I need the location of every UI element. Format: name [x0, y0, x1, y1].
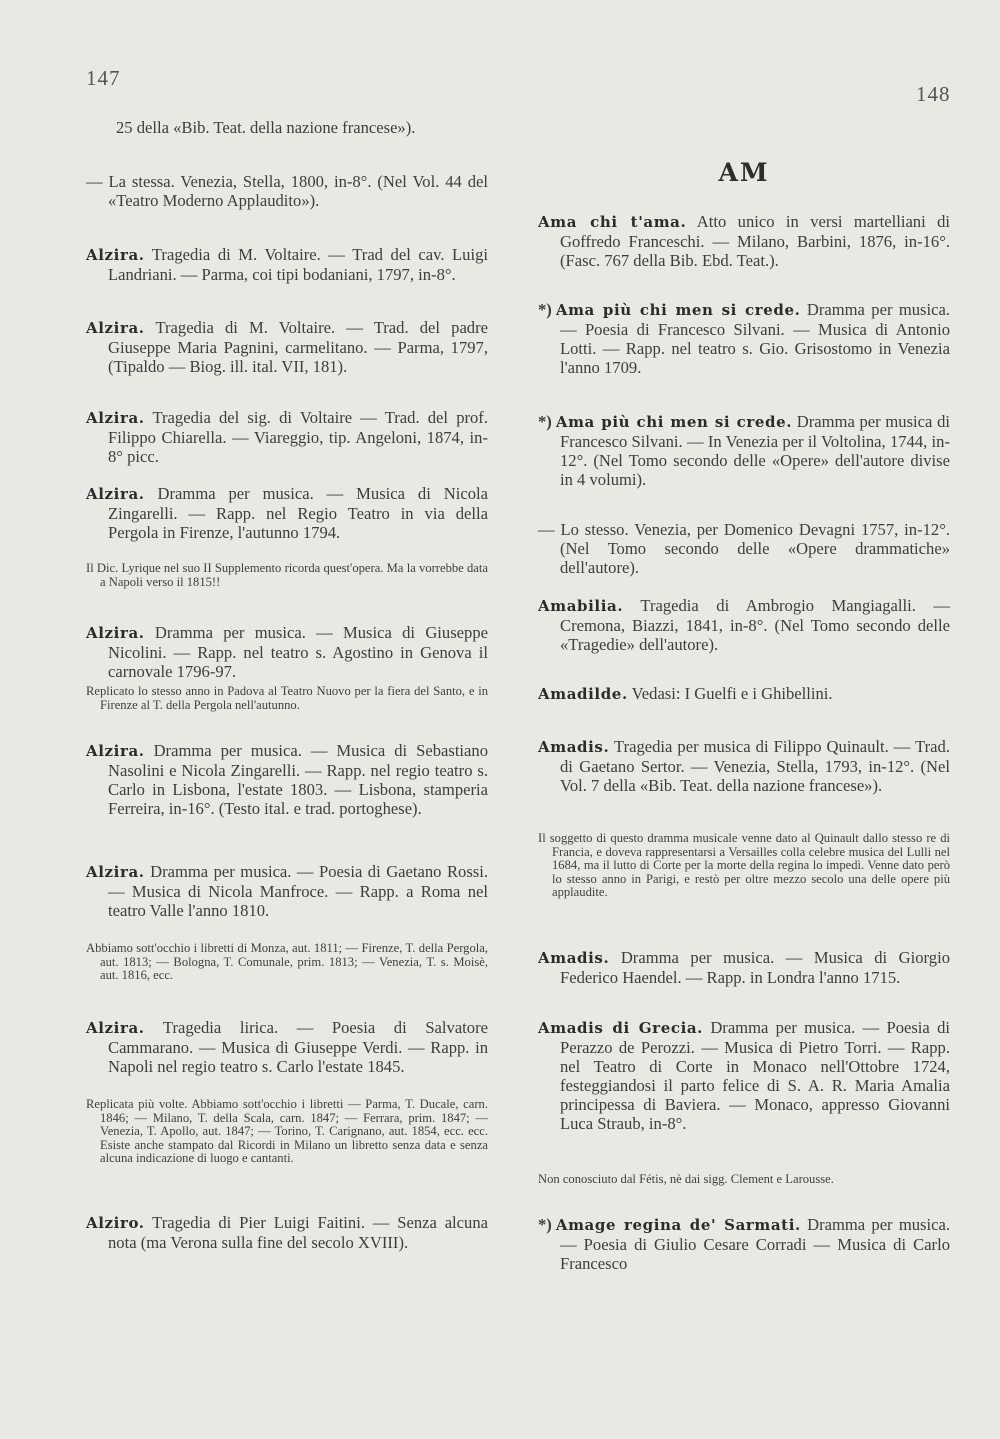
entry-headword: Amabilia. [538, 597, 624, 615]
dictionary-entry [538, 684, 950, 704]
entry-headword: Ama più chi men si crede. [555, 413, 793, 431]
entry-text: Dramma per musica. — Poesia di Perazzo de Perozzi. — Musica di Pietro Torri. — Rapp. nel Teatro di Corte in Monaco nell'Ottobre 1724, festeggiandosi il parto felice di S. A. R. Maria Amalia principessa di Baviera. — Monaco, appresso Giovanni Luca Straub, in-8°. [560, 1018, 950, 1133]
entry-text: Dramma per musica. — Poesia di Francesco Silvani. — Musica di Antonio Lotti. — Rapp. nel teatro s. Gio. Grisostomo in Venezia l'anno 1709. [560, 300, 950, 377]
entry-headword: Alzira. [86, 624, 145, 642]
entry-text: 25 della «Bib. Teat. della nazione francese»). [116, 118, 416, 137]
entry-headword: Amadis di Grecia. [538, 1019, 704, 1037]
dictionary-entry [538, 300, 950, 377]
footnote: Replicato lo stesso anno in Padova al Teatro Nuovo per la fiera del Santo, e in Firenze al T. della Pergola nell'autunno. [86, 684, 488, 712]
entry-text: Dramma per musica. — Musica di Giorgio Federico Haendel. — Rapp. in Londra l'anno 1715. [560, 948, 950, 987]
entry-text: Dramma per musica. — Musica di Sebastiano Nasolini e Nicola Zingarelli. — Rapp. nel regio teatro s. Carlo in Lisbona, l'estate 1803. — Lisbona, stamperia Ferreira, in-16°. (Testo ital. e trad. portoghese). [108, 741, 488, 818]
entry-headword: Amadis. [538, 738, 610, 756]
dictionary-entry [86, 484, 488, 542]
dictionary-entry [538, 212, 950, 270]
page-number-left: 147 [86, 66, 121, 90]
entry-headword: Alzira. [86, 319, 145, 337]
entry-text: Tragedia di M. Voltaire. — Trad del cav. Luigi Landriani. — Parma, coi tipi bodaniani, 1797, in-8°. [108, 245, 488, 284]
entry-text: Dramma per musica. — Musica di Giuseppe Nicolini. — Rapp. nel teatro s. Agostino in Genova il carnovale 1796-97. [108, 623, 488, 681]
entry-text: Tragedia di Ambrogio Mangiagalli. — Cremona, Biazzi, 1841, in-8°. (Nel Tomo secondo delle «Tragedie» dell'autore). [560, 596, 950, 654]
dictionary-entry [86, 318, 488, 376]
entry-star-mark: *) [538, 300, 552, 319]
entry-star-mark: *) [538, 1215, 552, 1234]
dictionary-entry [86, 862, 488, 920]
entry-text: Tragedia del sig. di Voltaire — Trad. del prof. Filippo Chiarella. — Viareggio, tip. Angeloni, 1874, in-8° picc. [108, 408, 488, 466]
dictionary-entry [86, 245, 488, 284]
entry-headword: Alzira. [86, 1019, 145, 1037]
dictionary-entry [86, 408, 488, 466]
entry-text: Tragedia lirica. — Poesia di Salvatore Cammarano. — Musica di Giuseppe Verdi. — Rapp. in Napoli nel regio teatro s. Carlo l'estate 1845. [108, 1018, 488, 1076]
section-heading: AM [718, 158, 770, 187]
dictionary-entry [538, 596, 950, 654]
entry-star-mark: *) [538, 412, 552, 431]
footnote: Il Dic. Lyrique nel suo II Supplemento ricorda quest'opera. Ma la vorrebbe data a Napoli verso il 1815!! [86, 561, 488, 589]
entry-headword: Alzira. [86, 742, 145, 760]
entry-text: Dramma per musica. — Poesia di Giulio Cesare Corradi — Musica di Carlo Francesco [560, 1215, 950, 1273]
entry-text: Dramma per musica. — Poesia di Gaetano Rossi. — Musica di Nicola Manfroce. — Rapp. a Roma nel teatro Valle l'anno 1810. [108, 862, 488, 920]
entry-text: Tragedia di M. Voltaire. — Trad. del padre Giuseppe Maria Pagnini, carmelitano. — Parma, 1797, (Tipaldo — Biog. ill. ital. VII, 181). [108, 318, 488, 376]
entry-headword: Alzira. [86, 485, 145, 503]
entry-text: Tragedia per musica di Filippo Quinault. — Trad. di Gaetano Sertor. — Venezia, Stella, 1793, in-12°. (Nel Vol. 7 della «Bib. Teat. della nazione francese»). [560, 737, 950, 795]
entry-headword: Alzira. [86, 409, 145, 427]
dictionary-entry [86, 118, 488, 137]
entry-text: Dramma per musica. — Musica di Nicola Zingarelli. — Rapp. nel Regio Teatro in via della Pergola in Firenze, l'autunno 1794. [108, 484, 488, 542]
entry-text: — Lo stesso. Venezia, per Domenico Devagni 1757, in-12°. (Nel Tomo secondo delle «Opere drammatiche» dell'autore). [538, 520, 950, 577]
entry-headword: Alzira. [86, 863, 145, 881]
dictionary-entry [86, 1018, 488, 1076]
entry-text: — La stessa. Venezia, Stella, 1800, in-8°. (Nel Vol. 44 del «Teatro Moderno Applaudito»). [86, 172, 488, 210]
dictionary-entry [538, 737, 950, 795]
dictionary-entry [86, 623, 488, 681]
dictionary-entry [538, 1018, 950, 1133]
entry-text: Atto unico in versi martelliani di Goffredo Franceschi. — Milano, Barbini, 1876, in-16°. (Fasc. 767 della Bib. Ebd. Teat.). [560, 212, 950, 270]
footnote: Il soggetto di questo dramma musicale venne dato al Quinault dallo stesso re di Francia, e doveva rappresentarsi a Versailles colla celebre musica del Lulli nel 1684, ma il lutto di Corte per la morte della regina lo impedì. Venne dato però lo stesso anno in Parigi, e restò per oltre mezzo secolo una delle opere più applaudite. [538, 831, 950, 899]
entry-headword: Alziro. [86, 1214, 145, 1232]
entry-headword: Ama chi t'ama. [538, 213, 687, 231]
footnote: Replicata più volte. Abbiamo sott'occhio i libretti — Parma, T. Ducale, carn. 1846; — Milano, T. della Scala, carn. 1847; — Ferrara, prim. 1847; — Venezia, T. Apollo, aut. 1847; — Torino, T. Carignano, aut. 1854, ecc. ecc. Esiste anche stampato dal Ricordi in Milano un libretto senza data e senza alcuna indicazione di luogo e cantanti. [86, 1097, 488, 1165]
entry-headword: Alzira. [86, 246, 145, 264]
entry-headword: Amadis. [538, 949, 610, 967]
dictionary-entry [538, 948, 950, 987]
dictionary-entry [538, 412, 950, 489]
entry-text: Vedasi: I Guelfi e i Ghibellini. [631, 684, 833, 703]
dictionary-entry [538, 520, 950, 577]
dictionary-entry [86, 172, 488, 210]
entry-text: Dramma per musica di Francesco Silvani. — In Venezia per il Voltolina, 1744, in-12°. (Nel Tomo secondo delle «Opere» dell'autore divise in 4 volumi). [560, 412, 950, 489]
entry-headword: Amadilde. [538, 685, 628, 703]
entry-text: Tragedia di Pier Luigi Faitini. — Senza alcuna nota (ma Verona sulla fine del secolo XVIII). [108, 1213, 488, 1252]
dictionary-entry [538, 1215, 950, 1273]
entry-headword: Amage regina de' Sarmati. [555, 1216, 801, 1234]
dictionary-entry [86, 741, 488, 818]
entry-headword: Ama più chi men si crede. [555, 301, 801, 319]
footnote: Abbiamo sott'occhio i libretti di Monza, aut. 1811; — Firenze, T. della Pergola, aut. 1813; — Bologna, T. Comunale, prim. 1813; — Venezia, T. s. Moisè, aut. 1816, ecc. [86, 941, 488, 982]
footnote: Non conosciuto dal Fétis, nè dai sigg. Clement e Larousse. [538, 1172, 834, 1186]
dictionary-entry [86, 1213, 488, 1252]
page-number-right: 148 [916, 82, 951, 106]
